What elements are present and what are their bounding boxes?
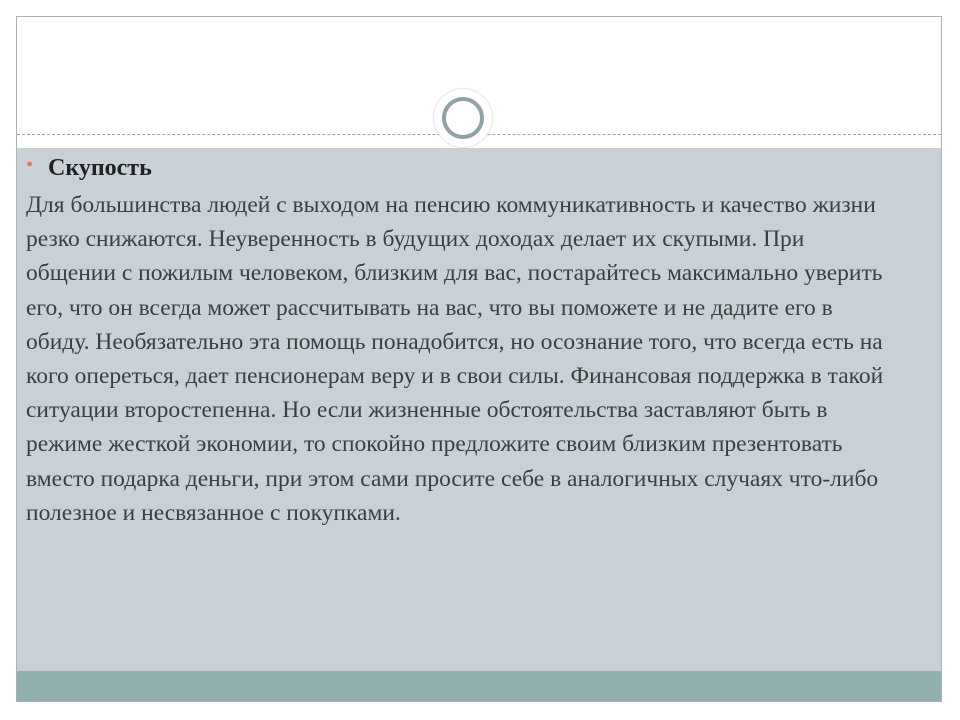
heading-line: [26, 155, 896, 182]
slide-heading: Скупость: [48, 155, 152, 181]
ring-icon: [434, 89, 492, 147]
body-paragraph: Для большинства людей с выходом на пенсию коммуникативность и качество жизни резко снижаются. Неуверенность в будущих доходах делает их скупыми. При общении с пожилым человеком, близким для вас, постарайтесь максимально уверить его, что он всегда может рассчитывать на вас, что вы поможете и не дадите его в обиду. Необязательно эта помощь понадобится, но осознание того, что всегда есть на кого опереться, дает пенсионерам веру и в свои силы. Финансовая поддержка в такой ситуации второстепенна. Но если жизненные обстоятельства заставляют быть в режиме жесткой экономии, то спокойно предложите своим близким презентовать вместо подарка деньги, при этом сами просите себе в аналогичных случаях что-либо полезное и несвязанное с покупками.: [26, 192, 884, 526]
text-block: [26, 155, 896, 530]
bullet-icon: •: [26, 154, 34, 176]
bottom-bar: [17, 671, 941, 702]
